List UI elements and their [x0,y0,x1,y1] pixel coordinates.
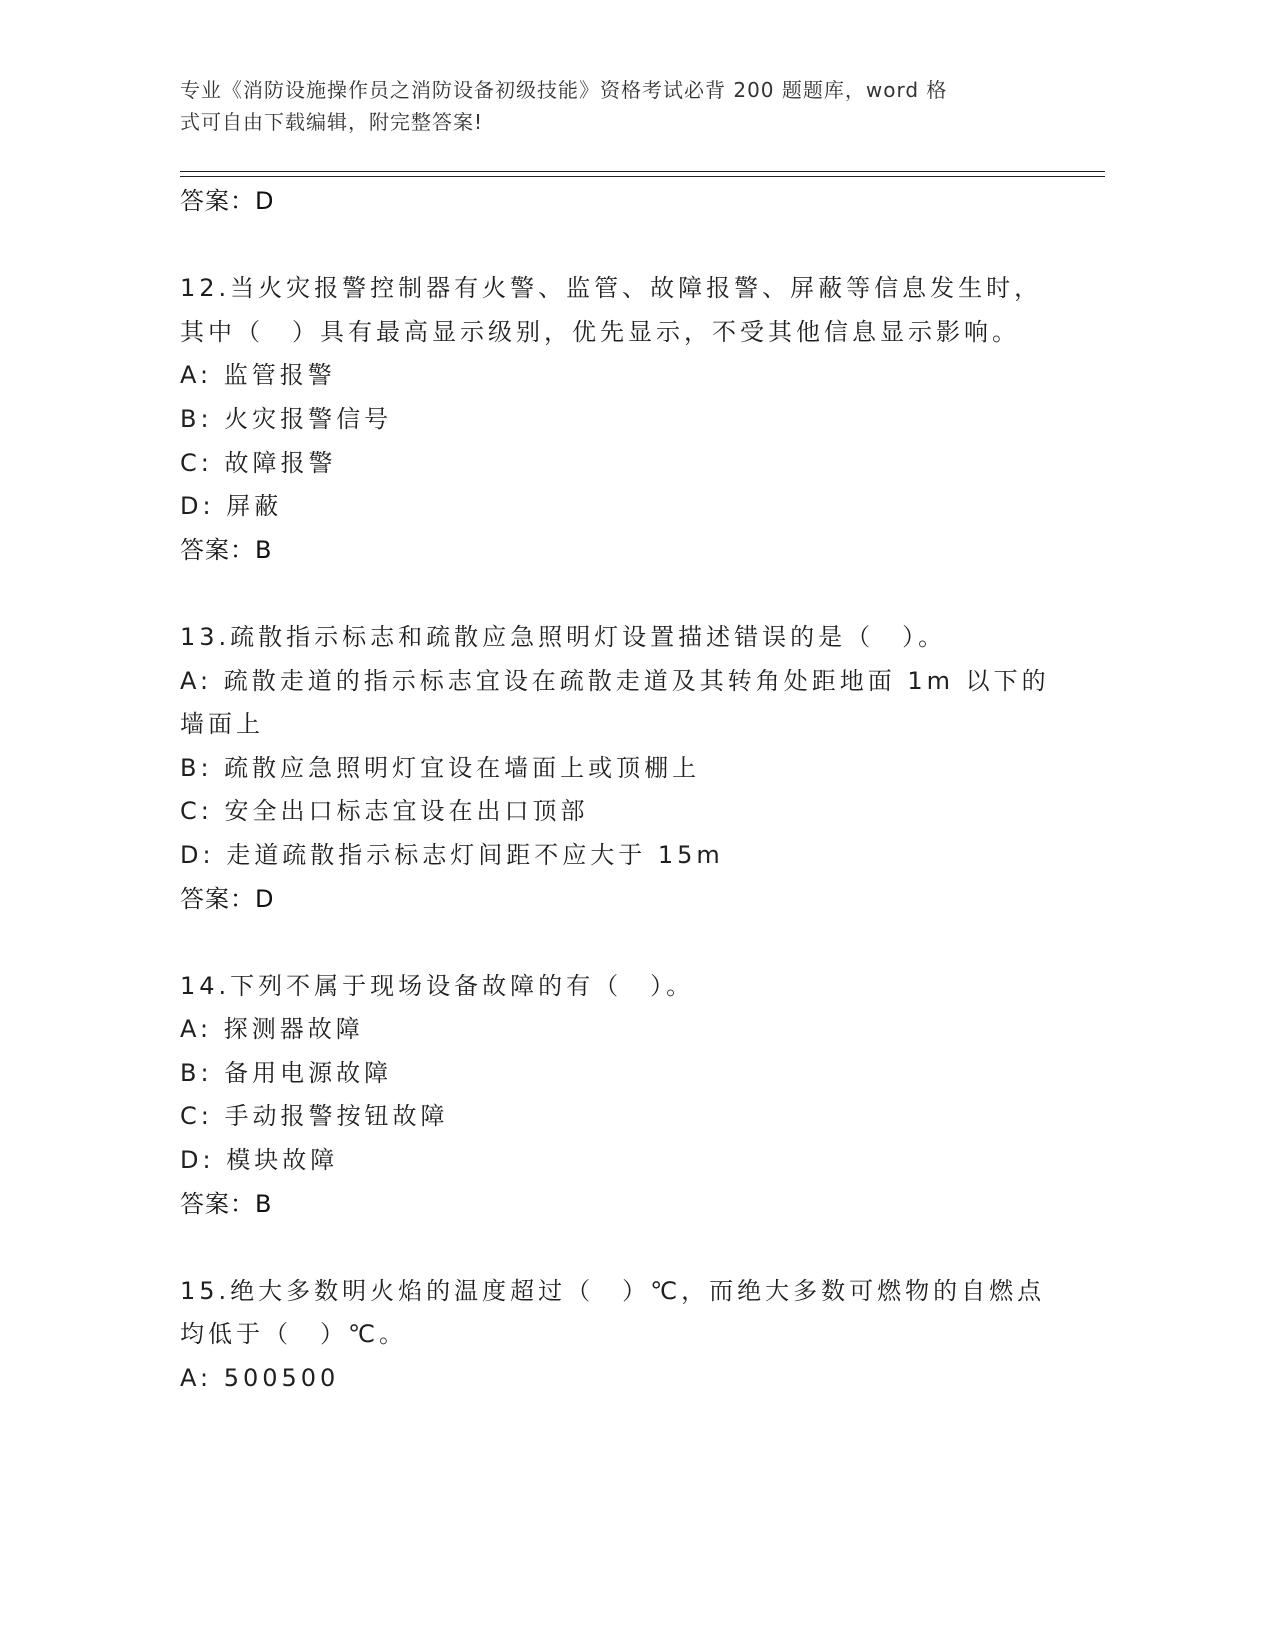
option-c: C: 安全出口标志宜设在出口顶部 [180,797,589,826]
spacer [180,572,1060,616]
header-line-1: 专业《消防设施操作员之消防设备初级技能》资格考试必背 200 题题库，word 格 [180,78,948,102]
option-a: A: 监管报警 [180,361,336,390]
option-c: C: 故障报警 [180,448,337,477]
question-stem: 13.疏散指示标志和疏散应急照明灯设置描述错误的是（ ）。 [180,622,947,651]
answer-label: 答案：B [180,1189,273,1218]
option-a: A: 探测器故障 [180,1015,364,1044]
answer-label: 答案：D [180,187,275,215]
option-b: B: 疏散应急照明灯宜设在墙面上或顶棚上 [180,753,701,782]
answer-label: 答案：B [180,535,273,564]
question-12 [180,267,1060,572]
header-divider-top [180,171,1105,172]
question-15 [180,1270,1060,1401]
header-divider-bottom [180,176,1105,177]
question-list [180,180,1060,1401]
option-d: D: 屏蔽 [180,492,283,521]
question-stem: 其中（ ）具有最高显示级别，优先显示，不受其他信息显示影响。 [180,317,1020,346]
question-stem: 15.绝大多数明火焰的温度超过（ ）℃，而绝大多数可燃物的自燃点 [180,1276,1046,1305]
question-stem: 12.当火灾报警控制器有火警、监管、故障报警、屏蔽等信息发生时， [180,274,1043,303]
answer-label: 答案：D [180,884,275,913]
option-c: C: 手动报警按钮故障 [180,1102,449,1131]
question-stem: 14.下列不属于现场设备故障的有（ ）。 [180,971,695,1000]
spacer [180,224,1060,268]
option-b: B: 备用电源故障 [180,1058,393,1087]
question-stem: 均低于（ ）℃。 [180,1320,407,1349]
question-14 [180,965,1060,1227]
header-line-2: 式可自由下载编辑，附完整答案! [180,110,484,134]
spacer [180,921,1060,965]
spacer [180,1226,1060,1270]
option-a-continued: 墙面上 [180,710,264,739]
document-header [180,74,1040,138]
option-d: D: 走道疏散指示标志灯间距不应大于 15m [180,840,724,869]
option-a: A: 500500 [180,1364,340,1393]
option-b: B: 火灾报警信号 [180,404,393,433]
option-a: A: 疏散走道的指示标志宜设在疏散走道及其转角处距地面 1m 以下的 [180,666,1050,695]
option-d: D: 模块故障 [180,1146,339,1175]
question-13 [180,616,1060,921]
